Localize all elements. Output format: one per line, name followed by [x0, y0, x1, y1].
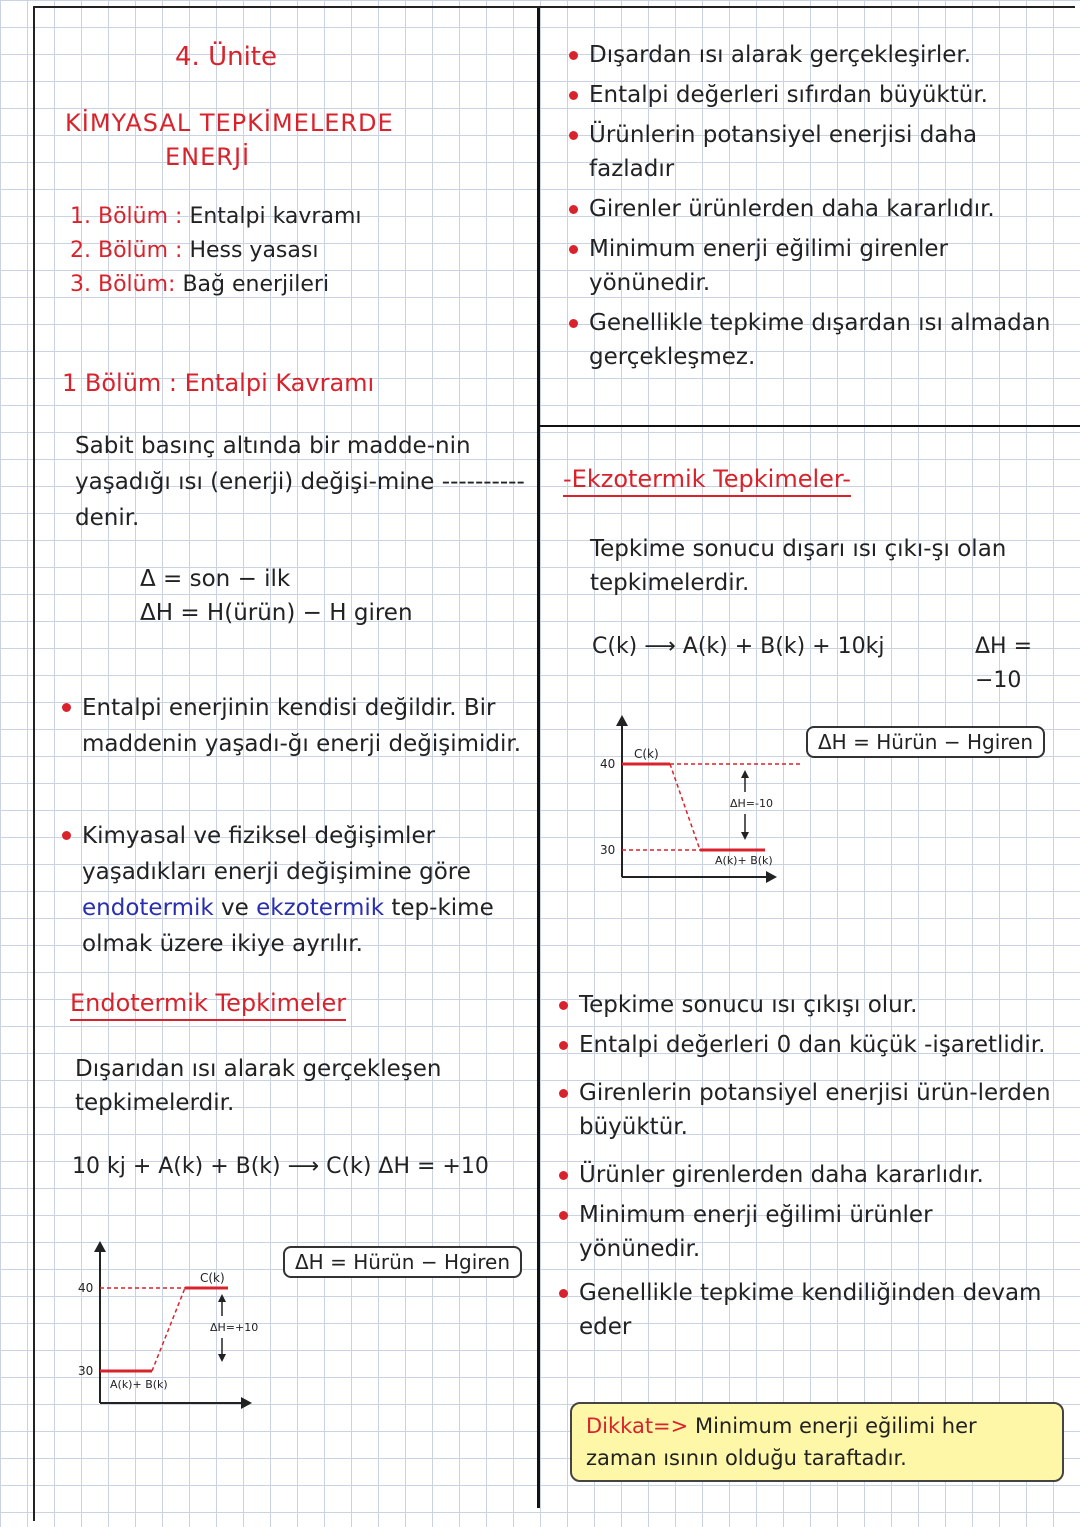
- reactant-label: C(k): [634, 747, 659, 761]
- transition-line: [670, 764, 700, 850]
- bullet-changes: [60, 818, 525, 968]
- section-num: 2. Bölüm :: [70, 238, 183, 263]
- section-item: [70, 234, 362, 268]
- dh-arrow-up-head: [218, 1294, 226, 1302]
- bullet-item: Girenlerin potansiyel enerjisi ürün-lerden büyüktür.: [557, 1076, 1057, 1144]
- endo-equation: 10 kj + A(k) + B(k) ⟶ C(k) ΔH = +10: [72, 1154, 489, 1179]
- y-axis-arrow: [616, 715, 628, 726]
- exo-definition: Tepkime sonucu dışarı ısı çıkı-şı olan tepkimelerdir.: [590, 536, 1007, 596]
- transition-line: [152, 1288, 185, 1371]
- column-divider: [537, 8, 540, 1508]
- bullet-entalpi: [60, 690, 525, 768]
- left-border: [33, 6, 35, 1521]
- section-item: [70, 268, 362, 302]
- exo-equation: C(k) ⟶ A(k) + B(k) + 10kj: [592, 634, 885, 659]
- section-name: Hess yasası: [189, 238, 319, 263]
- y-high-label: 40: [600, 757, 616, 771]
- section-num: 1. Bölüm :: [70, 204, 183, 229]
- bullet2-ve: ve: [221, 895, 249, 921]
- dh-arrow-down-head: [741, 832, 749, 840]
- endo-heading-text: Endotermik Tepkimeler: [70, 989, 346, 1021]
- bullet-item: Genellikle tepkime kendiliğinden devam eder: [557, 1276, 1057, 1344]
- reactant-label: A(k)+ B(k): [110, 1378, 168, 1391]
- section-list: [70, 200, 362, 302]
- bullet-item: Ürünlerin potansiyel enerjisi daha fazladır: [567, 118, 1067, 186]
- exo-energy-diagram: [600, 712, 800, 892]
- y-low-label: 30: [600, 843, 616, 857]
- bullet-item: Entalpi değerleri 0 dan küçük -işaretlidir.: [557, 1028, 1057, 1062]
- endotermik-term: endotermik: [82, 895, 214, 921]
- exo-formula-box: ΔH = Hürün − Hgiren: [806, 726, 1045, 758]
- bullet-item: Minimum enerji eğilimi ürünler yönünedir.: [557, 1198, 1057, 1266]
- dh-arrow-down-head: [218, 1354, 226, 1362]
- delta-definition: Δ = son − ilk: [140, 566, 291, 592]
- bullet2-text-b: tep-kime olmak üzere ikiye ayrılır.: [82, 895, 494, 957]
- dh-label: ΔH=-10: [730, 797, 773, 810]
- section-item: [70, 200, 362, 234]
- exo-heading-text: -Ekzotermik Tepkimeler-: [563, 465, 851, 497]
- section-name: Entalpi kavramı: [189, 204, 362, 229]
- bullet-item: Minimum enerji eğilimi girenler yönünedir.: [567, 232, 1067, 300]
- unit-label: 4. Ünite: [175, 42, 277, 72]
- bullet-item: Entalpi değerleri sıfırdan büyüktür.: [567, 78, 1067, 112]
- bullet2-text-a: Kimyasal ve fiziksel değişimler yaşadıkları enerji değişimine göre: [82, 823, 471, 885]
- dh-arrow-up-head: [741, 770, 749, 778]
- note-text: Minimum enerji eğilimi her zaman ısının olduğu taraftadır.: [586, 1414, 977, 1470]
- product-label: A(k)+ B(k): [715, 854, 773, 867]
- note-box: [570, 1402, 1064, 1482]
- right-section-divider: [540, 425, 1080, 427]
- endo-heading: [70, 986, 346, 1020]
- bullet-item: Ürünler girenlerden daha kararlıdır.: [557, 1158, 1057, 1192]
- endo-definition: Dışarıdan ısı alarak gerçekleşen tepkimelerdir.: [75, 1056, 442, 1116]
- top-border: [35, 6, 1075, 8]
- entalpi-definition: Sabit basınç altında bir madde-nin yaşadığı ısı (enerji) değişi-mine ---------- denir.: [75, 433, 525, 531]
- page-title-line1: KİMYASAL TEPKİMELERDE: [65, 109, 394, 137]
- ekzotermik-term: ekzotermik: [256, 895, 385, 921]
- y-high-label: 40: [78, 1281, 94, 1295]
- section-name: Bağ enerjileri: [182, 272, 330, 297]
- page-title-line2: ENERJİ: [165, 143, 251, 171]
- bullet-item: Dışardan ısı alarak gerçekleşirler.: [567, 38, 1067, 72]
- section1-heading: [62, 366, 374, 400]
- endo-energy-diagram: [60, 1238, 270, 1418]
- bullet-item: [60, 818, 525, 962]
- bullet-item: Tepkime sonucu ısı çıkışı olur.: [557, 988, 1057, 1022]
- bullet-item: Entalpi enerjinin kendisi değildir. Bir maddenin yaşadı-ğı enerji değişimidir.: [60, 690, 525, 762]
- bullet-item: Girenler ürünlerden daha kararlıdır.: [567, 192, 1067, 226]
- exo-properties: [557, 988, 1057, 1350]
- delta-h-formula: ΔH = H(ürün) − H giren: [140, 600, 413, 626]
- x-axis-arrow: [766, 871, 777, 883]
- section1-heading-name: Entalpi Kavramı: [184, 369, 375, 397]
- y-axis-arrow: [94, 1241, 106, 1252]
- note-label: Dikkat=>: [586, 1414, 689, 1438]
- section1-heading-num: 1 Bölüm :: [62, 369, 178, 397]
- product-label: C(k): [200, 1271, 225, 1285]
- exo-dh: ΔH = −10: [975, 634, 1033, 693]
- dh-label: ΔH=+10: [210, 1321, 259, 1334]
- section-num: 3. Bölüm:: [70, 272, 176, 297]
- endo-formula-box: ΔH = Hürün − Hgiren: [283, 1246, 522, 1278]
- bullet-item: Genellikle tepkime dışardan ısı almadan gerçekleşmez.: [567, 306, 1067, 374]
- endo-properties: [567, 38, 1067, 380]
- exo-heading: [563, 462, 851, 496]
- x-axis-arrow: [241, 1397, 252, 1409]
- y-low-label: 30: [78, 1364, 94, 1378]
